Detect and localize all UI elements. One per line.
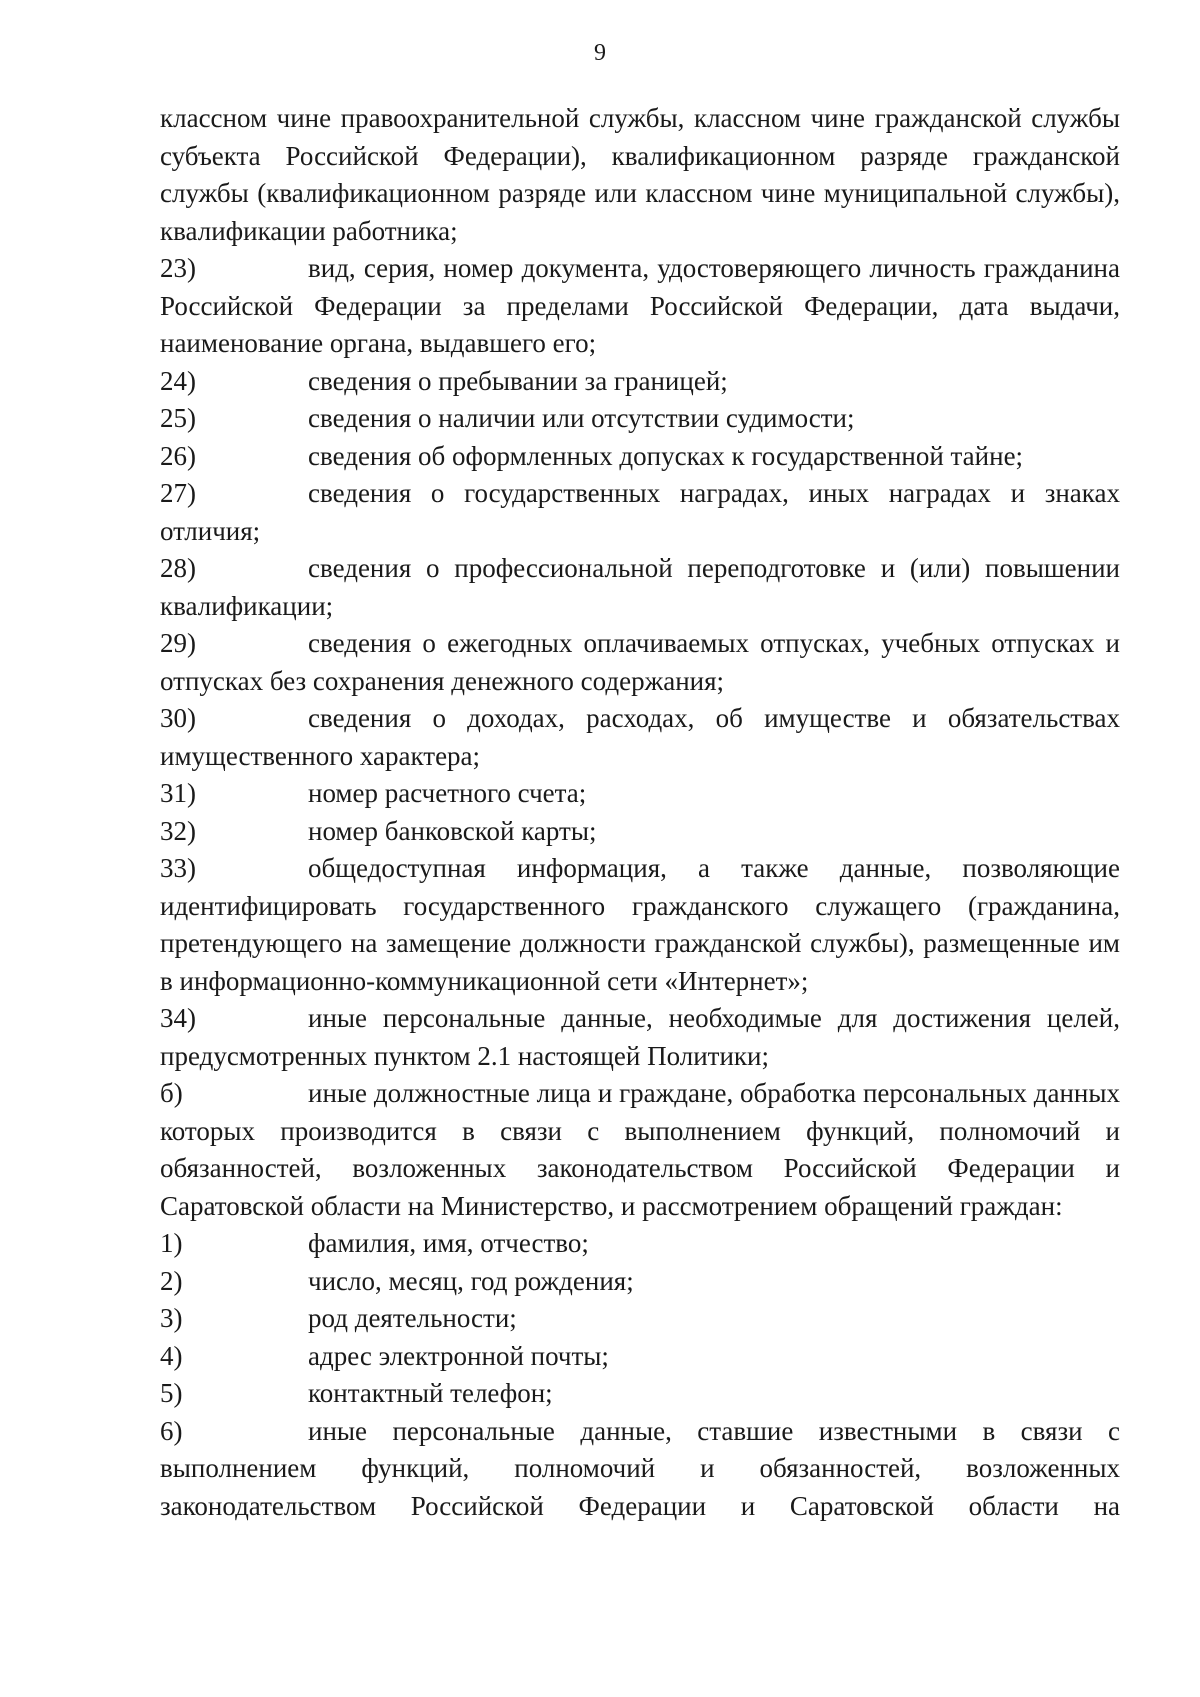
item-number: 1) [160,1228,183,1258]
item-text: сведения об оформленных допусках к государственной тайне; [308,440,1024,471]
item-number: 24) [160,365,196,396]
item-text: контактный телефон; [308,1378,553,1408]
item-text: номер банковской карты; [308,815,597,846]
item-number: 30) [160,703,196,733]
item-text: сведения о доходах, расходах, об имуществе и обязательствах имущественного характера; [160,703,1120,771]
item-number: 28) [160,553,196,583]
section-b-text: иные должностные лица и граждане, обработка персональных данных которых производится в связи с выполнением функций, полномочий и обязанностей, возложенных законодательством Российской Федерации и Саратовской области на Министерство, и рассмотрением обращений граждан: [160,1078,1120,1221]
item-text: иные персональные данные, ставшие известными в связи с выполнением функций, полномочий и обязанностей, возложенных законодательством Российской Федерации и Саратовской области на [160,1415,1120,1521]
list-item [160,1338,1120,1376]
list-item [160,475,1120,550]
list-item [160,1413,1120,1526]
item-text: иные персональные данные, необходимые для достижения целей, предусмотренных пунктом 2.1 настоящей Политики; [160,1003,1120,1071]
list-item [160,1000,1120,1075]
list-item [160,1300,1120,1338]
list-item [160,550,1120,625]
item-text: общедоступная информация, а также данные, позволяющие идентифицировать государственного гражданского служащего (гражданина, претендующего на замещение должности гражданской службы), размещенные им в информационно-коммуникационной сети «Интернет»; [160,853,1120,996]
item-number: 34) [160,1003,196,1033]
document-body [160,100,1120,1525]
item-number: 32) [160,815,196,846]
section-letter: б) [160,1078,183,1108]
item-number: 26) [160,440,196,471]
list-a [160,250,1120,1075]
item-number: 2) [160,1265,183,1296]
item-number: 5) [160,1378,183,1408]
list-item [160,813,1120,851]
intro-paragraph: классном чине правоохранительной службы, классном чине гражданской службы субъекта Российской Федерации), квалификационном разряде гражданской службы (квалификационном разряде или классном чине муниципальной службы), квалификации работника; [160,103,1120,246]
list-item [160,250,1120,363]
item-text: род деятельности; [308,1303,517,1333]
item-number: 29) [160,628,196,658]
item-text: фамилия, имя, отчество; [308,1228,589,1258]
list-item [160,625,1120,700]
item-text: адрес электронной почты; [308,1340,609,1371]
item-text: вид, серия, номер документа, удостоверяющего личность гражданина Российской Федерации за пределами Российской Федерации, дата выдачи, наименование органа, выдавшего его; [160,253,1120,358]
list-item [160,1375,1120,1413]
item-number: 27) [160,478,196,508]
list-item [160,363,1120,401]
item-text: сведения о наличии или отсутствии судимости; [308,403,855,433]
item-text: сведения о ежегодных оплачиваемых отпусках, учебных отпусках и отпусках без сохранения денежного содержания; [160,628,1120,696]
list-item [160,1225,1120,1263]
item-text: номер расчетного счета; [308,778,587,808]
list-b [160,1225,1120,1525]
item-text: сведения о пребывании за границей; [308,365,728,396]
list-item [160,775,1120,813]
list-item [160,400,1120,438]
item-number: 31) [160,778,196,808]
item-number: 3) [160,1303,183,1333]
list-item [160,438,1120,476]
item-text: сведения о профессиональной переподготовке и (или) повышении квалификации; [160,553,1120,621]
list-item [160,700,1120,775]
list-item [160,850,1120,1000]
item-number: 6) [160,1415,183,1446]
item-number: 4) [160,1340,183,1371]
page-number: 9 [594,40,606,66]
list-item [160,1263,1120,1301]
section-b-paragraph [160,1075,1120,1225]
item-number: 25) [160,403,196,433]
item-number: 23) [160,253,196,283]
item-number: 33) [160,853,196,883]
item-text: число, месяц, год рождения; [308,1265,634,1296]
item-text: сведения о государственных наградах, иных наградах и знаках отличия; [160,478,1120,546]
